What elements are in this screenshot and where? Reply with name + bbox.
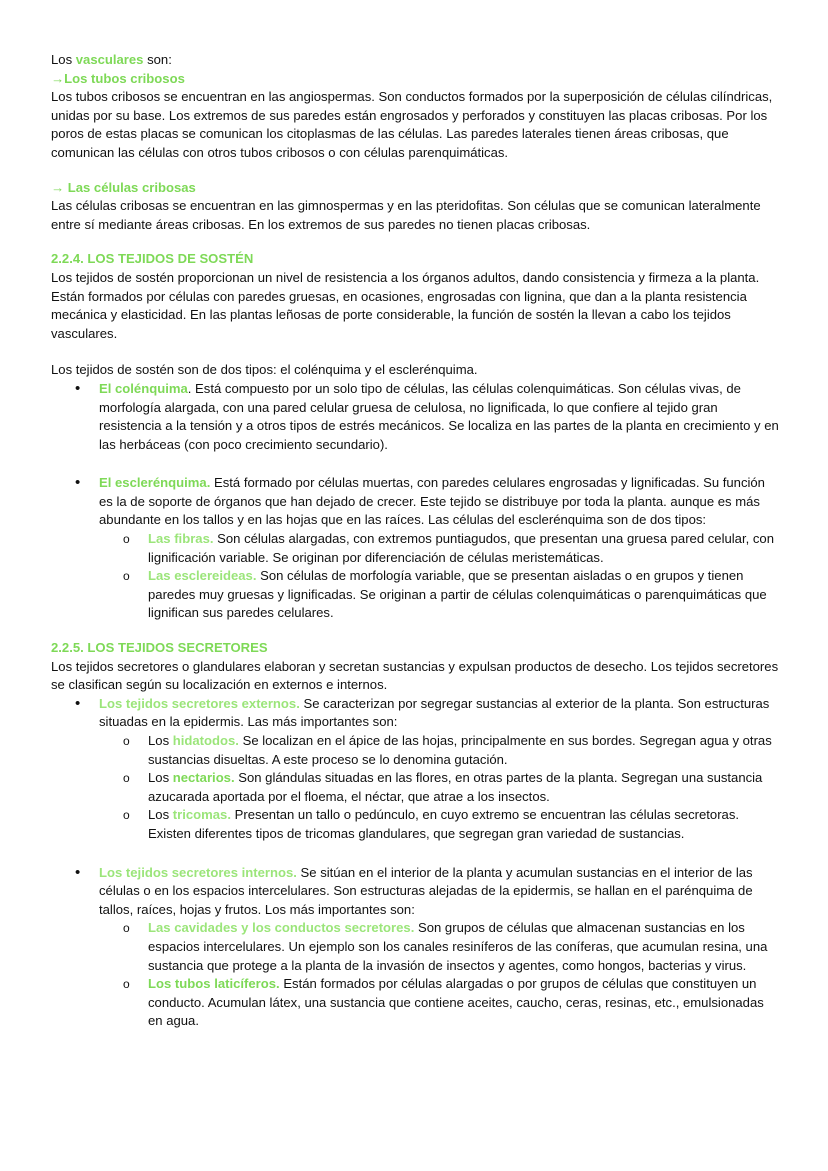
term-fibras: Las fibras.	[148, 531, 214, 547]
sublist-item-fibras: o Las fibras. Son células alargadas, con extremos puntiagudos, que presentan una gruesa pared celular, con lignificación variable. Se originan por diferenciación de células meristemáticas.	[148, 530, 781, 567]
heading-tubos-cribosos: →Los tubos cribosos	[51, 70, 185, 86]
paragraph-celulas-cribosas: Las células cribosas se encuentran en las gimnospermas y en las pteridofitas. Son células que se comunican lateralmente entre sí mediante áreas cribosas. En los extremos de sus paredes no tienen placas cribosas.	[51, 198, 761, 232]
sosten-list-2	[51, 474, 781, 623]
list-item-internos: • Los tejidos secretores internos. Se sitúan en el interior de la planta y acumulan sustancias en el interior de las células o en los espacios intercelulares. Son estructuras alejadas de la epidermis, se hallan en el parénquima de tallos, raíces, hojas y frutos. Los más importantes son: o Las cavidades y los conductos secretores. Son grupos de células que almacenan sustancias en los espacios intercelulares. Un ejemplo son los canales resiníferos de las coníferas, que acumulan resina, una sustancia que protege a la planta de la invasión de insectos y agentes, como hongos, bacterias y virus. o Los tubos laticíferos. Están formados por células alargadas o por grupos de células que constituyen un conducto. Acumulan látex, una sustancia que contiene aceites, caucho, ceras, resinas, etc., emulsionadas en agua.	[99, 864, 781, 1031]
heading-celulas-cribosas: → Las células cribosas	[51, 179, 196, 195]
term-esclerenquima: El esclerénquima.	[99, 475, 211, 491]
term-vasculares: vasculares	[75, 52, 144, 67]
sublist-item-hidatodos: o Los hidatodos. Se localizan en el ápice de las hojas, principalmente en sus bordes. Segregan agua y otras sustancias disueltas. A este proceso se lo denomina gutación.	[148, 732, 781, 769]
secretores-list-2	[51, 864, 781, 1031]
term-colenquima: El colénquima	[99, 380, 188, 396]
section-heading-secretores: 2.2.5. LOS TEJIDOS SECRETORES	[51, 640, 268, 656]
list-item-colenquima: • El colénquima. Está compuesto por un solo tipo de células, las células colenquimáticas. Son células vivas, de morfología alargada, con una pared celular gruesa de celulosa, no lignificada, lo que confiere al tejido gran resistencia a la tensión y a otros tipos de estrés mecánicos. Se localiza en las partes de la planta en crecimiento y en las herbáceas (con poco crecimiento secundario).	[99, 380, 781, 454]
externos-sublist	[99, 732, 781, 844]
term-hidatodos: hidatodos.	[172, 733, 239, 748]
secretores-list	[51, 695, 781, 844]
term-esclereideas: Las esclereideas.	[148, 568, 257, 584]
internos-sublist	[99, 919, 781, 1031]
term-internos: Los tejidos secretores internos.	[99, 864, 297, 880]
list-item-externos: • Los tejidos secretores externos. Se caracterizan por segregar sustancias al exterior de la planta. Son estructuras situadas en la epidermis. Las más importantes son: o Los hidatodos. Se localizan en el ápice de las hojas, principalmente en sus bordes. Segregan agua y otras sustancias disueltas. A este proceso se lo denomina gutación. o Los nectarios. Son glándulas situadas en las flores, en otras partes de la planta. Segregan una sustancia azucarada aportada por el floema, el néctar, que atrae a los insectos. o Los tricomas. Presentan un tallo o pedúnculo, en cuyo extremo se encuentran las células secretoras. Existen diferentes tipos de tricomas glandulares, que segregan gran variedad de sustancias.	[99, 695, 781, 844]
term-laticiferos: Los tubos laticíferos.	[148, 976, 280, 992]
sublist-item-nectarios: o Los nectarios. Son glándulas situadas en las flores, en otras partes de la planta. Segregan una sustancia azucarada aportada por el floema, el néctar, que atrae a los insectos.	[148, 769, 781, 806]
term-nectarios: nectarios.	[172, 770, 235, 786]
term-cavidades: Las cavidades y los conductos secretores.	[148, 920, 415, 936]
term-tricomas: tricomas.	[172, 807, 231, 823]
term-externos: Los tejidos secretores externos.	[99, 695, 300, 711]
document-page	[51, 51, 781, 1031]
sublist-item-tricomas: o Los tricomas. Presentan un tallo o pedúnculo, en cuyo extremo se encuentran las células secretoras. Existen diferentes tipos de tricomas glandulares, que segregan gran variedad de sustancias.	[148, 806, 781, 843]
paragraph-sosten-1: Los tejidos de sostén proporcionan un nivel de resistencia a los órganos adultos, dando consistencia y firmeza a la planta. Están formados por células con paredes gruesas, en ocasiones, engrosadas con lignina, que dan a la planta resistencia mecánica y elasticidad. En las plantas leñosas de porte considerable, la función de sostén la llevan a cabo los tejidos vasculares.	[51, 269, 760, 341]
paragraph-tubos-cribosos: Los tubos cribosos se encuentran en las angiospermas. Son conductos formados por la superposición de células cilíndricas, unidas por su base. Los extremos de sus paredes están engrosados y perforados y constituyen las placas cribosas. Por los poros de estas placas se comunican los citoplasmas de las células. Las paredes laterales tienen áreas cribosas, que comunican las células con otros tubos cribosos o con células parenquimáticas.	[51, 89, 773, 160]
esclerenquima-sublist	[99, 530, 781, 623]
sublist-item-laticiferos: o Los tubos laticíferos. Están formados por células alargadas o por grupos de células que constituyen un conducto. Acumulan látex, una sustancia que contiene aceites, caucho, ceras, resinas, etc., emulsionadas en agua.	[148, 975, 781, 1031]
sosten-list	[51, 380, 781, 454]
list-item-esclerenquima: • El esclerénquima. Está formado por células muertas, con paredes celulares engrosadas y lignificadas. Su función es la de soporte de órganos que han dejado de crecer. Este tejido se distribuye por toda la planta. aunque es más abundante en los tallos y en las hojas que en las raíces. Las células del esclerénquima son de dos tipos: o Las fibras. Son células alargadas, con extremos puntiagudos, que presentan una gruesa pared celular, con lignificación variable. Se originan por diferenciación de células meristemáticas. o Las esclereideas. Son células de morfología variable, que se presentan aisladas o en grupos y tienen paredes muy gruesas y lignificadas. Se originan a partir de células colenquimáticas o parenquimáticas que lignifican sus paredes celulares.	[99, 474, 781, 623]
sublist-item-cavidades: o Las cavidades y los conductos secretores. Son grupos de células que almacenan sustancias en los espacios intercelulares. Un ejemplo son los canales resiníferos de las coníferas, que acumulan resina, una sustancia que protege a la planta de la invasión de insectos y agentes, como hongos, bacterias y virus.	[148, 919, 781, 975]
paragraph-sosten-2: Los tejidos de sostén son de dos tipos: el colénquima y el esclerénquima.	[51, 362, 478, 378]
sublist-item-esclereideas: o Las esclereideas. Son células de morfología variable, que se presentan aisladas o en grupos y tienen paredes muy gruesas y lignificadas. Se originan a partir de células colenquimáticas o parenquimáticas que lignifican sus paredes celulares.	[148, 567, 781, 623]
paragraph-secretores-1: Los tejidos secretores o glandulares elaboran y secretan sustancias y expulsan productos de desecho. Los tejidos secretores se clasifican según su localización en externos e internos.	[51, 658, 779, 693]
section-heading-sosten: 2.2.4. LOS TEJIDOS DE SOSTÉN	[51, 251, 254, 267]
intro-line: Los vasculares son:	[51, 52, 172, 67]
